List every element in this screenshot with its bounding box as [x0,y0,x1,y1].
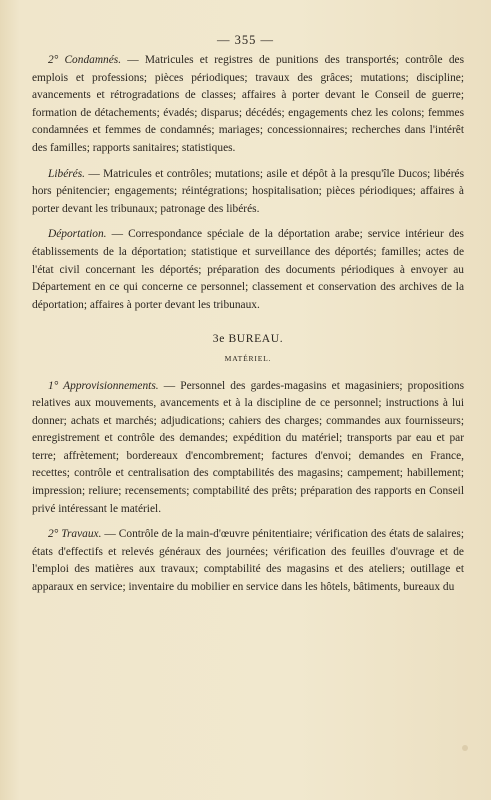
page-number: — 355 — [217,33,274,47]
page-body [32,52,464,605]
paragraph-lead: Libérés. [48,167,86,180]
paragraph-lead: 1° Approvisionnements. [48,379,159,392]
paragraph-approvisionnements [32,378,464,519]
paragraph-lead: 2° Condamnés. [48,54,122,66]
paragraph-liberes [32,166,464,219]
paragraph-condamnes [32,52,464,158]
paragraph-text: — Matricules et contrôles; mutations; asile et dépôt à la presqu'île Ducos; libérés hors pénitencier; engagements; réintégrations; hospitalisation; pièces périodiques; affaires à porter devant les tribunaux; patronage des libérés. [32,167,464,215]
paragraph-text: — Correspondance spéciale de la déportation arabe; service intérieur des établissements de la déportation; statistique et surveillance des déportés; familles; actes de l'état civil concernant les déportés; préparation des documents périodiques à envoyer au Département en ce qui concerne ce personnel; classement et conservation des archives de la déportation; affaires à porter devant les tribunaux. [32,228,464,311]
paragraph-deportation [32,226,464,314]
paragraph-text: — Personnel des gardes-magasins et magasiniers; propositions relatives aux mouvements, avancements et à la discipline de ce personnel; instructions à lui donner; achats et marchés; adjudications; cahiers des charges; commandes aux fournisseurs; enregistrement et contrôle des demandes; expédition du matériel; transports par eau et par terre; affrètement; bordereaux d'encombrement; factures d'envoi; demandes en France, recettes; contrôle et centralisation des comptabilités des magasins; campement; habillement; impression; reliure; recensements; comptabilité des prêts; préparation des rapports en Conseil privé intéressant le matériel. [32,379,464,515]
section-subheading: MATÉRIEL. [224,353,272,363]
section-heading: 3e BUREAU. [212,332,284,346]
paragraph-text: — Contrôle de la main-d'œuvre pénitentiaire; vérification des états de salaires; états d'effectifs et relevés généraux des journées; vérification des feuilles d'ouvrage et de l'emploi des matières aux travaux; comptabilité des magasins et des ateliers; outillage et apparaux en service; inventaire du mobilier en service dans les hôtels, bâtiments, bureaux du [32,528,464,594]
paper-stain [462,745,468,751]
paragraph-lead: 2° Travaux. [48,528,102,541]
paragraph-lead: Déportation. [48,228,107,241]
paragraph-travaux [32,526,464,596]
paragraph-text: — Matricules et registres de punitions des transportés; contrôle des emplois et professions; pièces périodiques; travaux des grâces; mutations; discipline; avancements et rétrogradations de classes; affaires à porter devant le Conseil de guerre; formation de détachements; évadés; disparus; décédés; engagements chez les colons; femmes condamnées et femmes de condamnés; mariages; concessionnaires; recherches dans l'intérêt des familles; rapports sanitaires; statistiques. [32,54,465,154]
